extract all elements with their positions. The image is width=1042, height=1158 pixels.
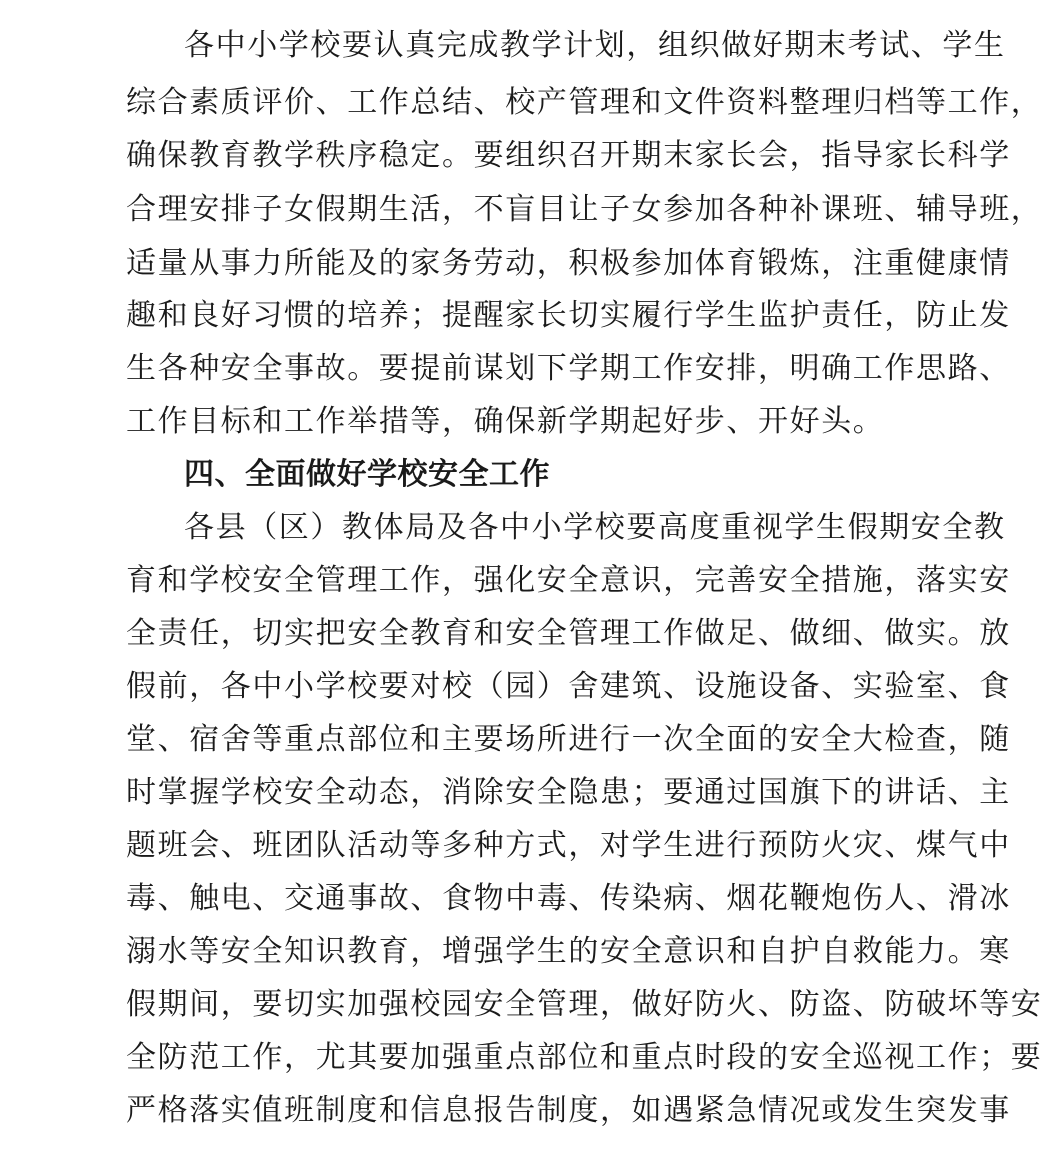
paragraph-2-line-2: 育和学校安全管理工作，强化安全意识，完善安全措施，落实安	[126, 563, 1011, 598]
paragraph-1-line-4: 合理安排子女假期生活，不盲目让子女参加各种补课班、辅导班，	[126, 192, 1042, 227]
paragraph-2-line-3: 全责任，切实把安全教育和安全管理工作做足、做细、做实。放	[126, 616, 1011, 651]
paragraph-2-line-1: 各县（区）教体局及各中小学校要高度重视学生假期安全教	[184, 510, 1006, 545]
paragraph-2-line-9: 溺水等安全知识教育，增强学生的安全意识和自护自救能力。寒	[126, 934, 1011, 969]
paragraph-1-line-7: 生各种安全事故。要提前谋划下学期工作安排，明确工作思路、	[126, 351, 1011, 386]
paragraph-2-line-4: 假前，各中小学校要对校（园）舍建筑、设施设备、实验室、食	[126, 669, 1011, 704]
paragraph-2-line-6: 时掌握学校安全动态，消除安全隐患；要通过国旗下的讲话、主	[126, 775, 1011, 810]
paragraph-1-line-6: 趣和良好习惯的培养；提醒家长切实履行学生监护责任，防止发	[126, 298, 1011, 333]
paragraph-1-line-8: 工作目标和工作举措等，确保新学期起好步、开好头。	[126, 404, 885, 439]
paragraph-2-line-7: 题班会、班团队活动等多种方式，对学生进行预防火灾、煤气中	[126, 828, 1011, 863]
paragraph-1-line-5: 适量从事力所能及的家务劳动，积极参加体育锻炼，注重健康情	[126, 246, 1011, 281]
paragraph-2-line-11: 全防范工作，尤其要加强重点部位和重点时段的安全巡视工作；要	[126, 1040, 1042, 1075]
paragraph-2-line-8: 毒、触电、交通事故、食物中毒、传染病、烟花鞭炮伤人、滑冰	[126, 881, 1011, 916]
paragraph-2-line-12: 严格落实值班制度和信息报告制度，如遇紧急情况或发生突发事	[126, 1093, 1011, 1128]
paragraph-1-line-3: 确保教育教学秩序稳定。要组织召开期末家长会，指导家长科学	[126, 138, 1011, 173]
section-heading: 四、全面做好学校安全工作	[184, 457, 550, 492]
paragraph-2-line-10: 假期间，要切实加强校园安全管理，做好防火、防盗、防破坏等安	[126, 987, 1042, 1022]
paragraph-1-line-2: 综合素质评价、工作总结、校产管理和文件资料整理归档等工作，	[126, 85, 1042, 120]
paragraph-2-line-5: 堂、宿舍等重点部位和主要场所进行一次全面的安全大检查，随	[126, 722, 1011, 757]
paragraph-1-line-1: 各中小学校要认真完成教学计划，组织做好期末考试、学生	[184, 28, 1006, 63]
